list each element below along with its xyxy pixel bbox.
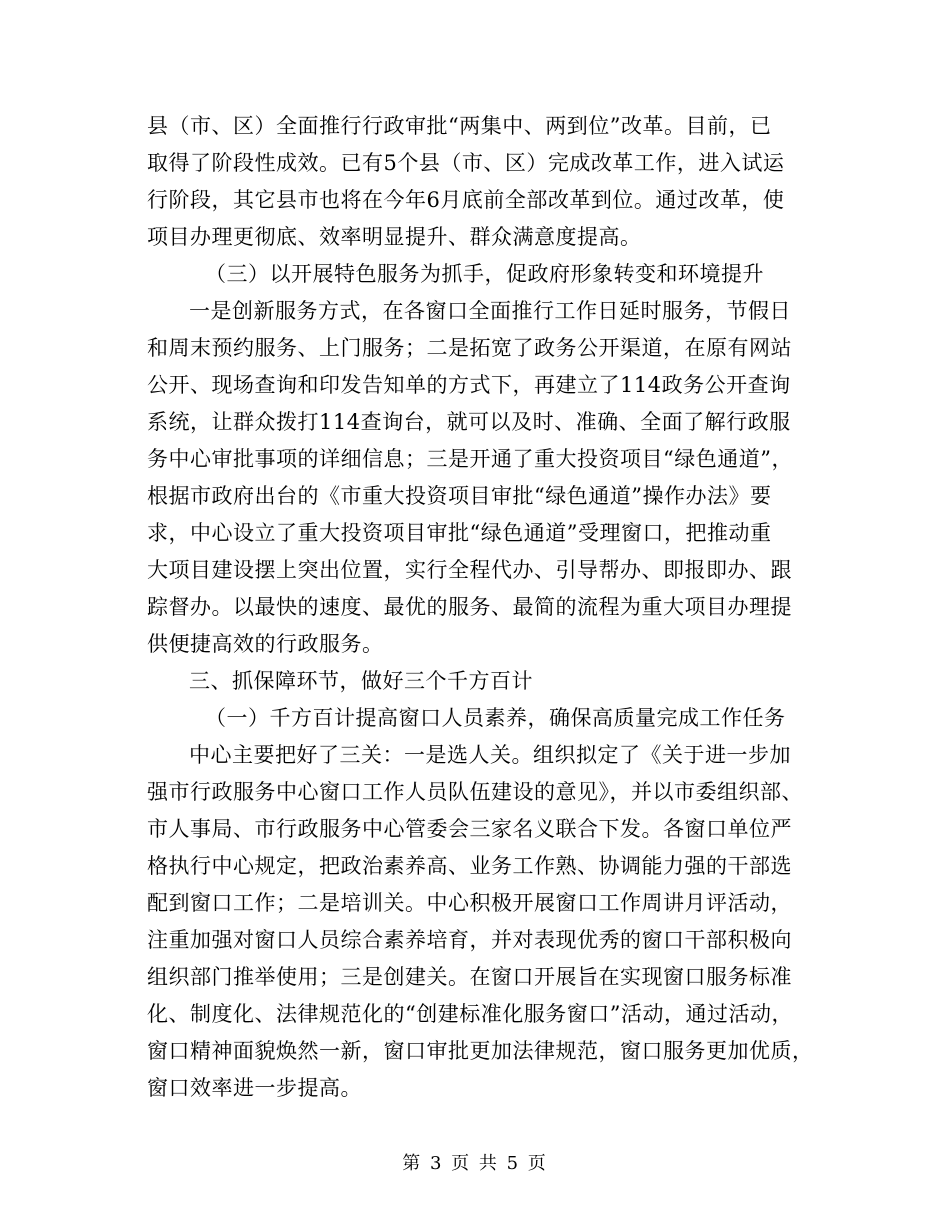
paragraph-line: 化、制度化、法律规范化的“创建标准化服务窗口”活动，通过活动， xyxy=(147,1002,793,1026)
paragraph-line: 大项目建设摆上突出位置，实行全程代办、引导帮办、即报即办、跟 xyxy=(147,558,792,582)
section-heading-3: （三）以开展特色服务为抓手，促政府形象转变和环境提升 xyxy=(205,262,764,286)
paragraph-line: 组织部门推举使用；三是创建关。在窗口开展旨在实现窗口服务标准 xyxy=(147,965,792,989)
paragraph-line: 中心主要把好了三关：一是选人关。组织拟定了《关于进一步加 xyxy=(189,743,791,767)
paragraph-line: 窗口效率进一步提高。 xyxy=(147,1076,362,1100)
paragraph-line: 公开、现场查询和印发告知单的方式下，再建立了114政务公开查询 xyxy=(147,373,791,397)
paragraph-line: 注重加强对窗口人员综合素养培育，并对表现优秀的窗口干部积极向 xyxy=(147,928,792,952)
paragraph-line: 格执行中心规定，把政治素养高、业务工作熟、协调能力强的干部选 xyxy=(147,854,792,878)
paragraph-line: 求，中心设立了重大投资项目审批“绿色通道”受理窗口，把推动重 xyxy=(147,521,772,545)
paragraph-line: 取得了阶段性成效。已有5个县（市、区）完成改革工作，进入试运 xyxy=(147,151,785,175)
paragraph-line: 踪督办。以最快的速度、最优的服务、最简的流程为重大项目办理提 xyxy=(147,595,792,619)
paragraph-line: 配到窗口工作；二是培训关。中心积极开展窗口工作周讲月评活动， xyxy=(147,891,792,915)
paragraph-line: 县（市、区）全面推行行政审批“两集中、两到位”改革。目前，已 xyxy=(147,114,772,138)
paragraph-line: 一是创新服务方式，在各窗口全面推行工作日延时服务，节假日 xyxy=(189,299,791,323)
paragraph-line: 行阶段，其它县市也将在今年6月底前全部改革到位。通过改革，使 xyxy=(147,188,785,212)
section-heading-main: 三、抓保障环节，做好三个千方百计 xyxy=(189,669,533,693)
paragraph-line: 市人事局、市行政服务中心管委会三家名义联合下发。各窗口单位严 xyxy=(147,817,792,841)
paragraph-line: 和周末预约服务、上门服务；二是拓宽了政务公开渠道，在原有网站 xyxy=(147,336,792,360)
paragraph-line: 系统，让群众拨打114查询台，就可以及时、准确、全面了解行政服 xyxy=(147,410,791,434)
paragraph-line: 窗口精神面貌焕然一新，窗口审批更加法律规范，窗口服务更加优质， xyxy=(147,1039,814,1063)
paragraph-line: 强市行政服务中心窗口工作人员队伍建设的意见》，并以市委组织部、 xyxy=(147,780,803,804)
paragraph-line: 供便捷高效的行政服务。 xyxy=(147,632,384,656)
section-heading-1: （一）千方百计提高窗口人员素养，确保高质量完成工作任务 xyxy=(205,706,786,730)
paragraph-line: 务中心审批事项的详细信息；三是开通了重大投资项目“绿色通道”， xyxy=(147,447,793,471)
paragraph-line: 项目办理更彻底、效率明显提升、群众满意度提高。 xyxy=(147,225,642,249)
paragraph-line: 根据市政府出台的《市重大投资项目审批“绿色通道”操作办法》要 xyxy=(147,484,772,508)
page-number: 第 3 页 共 5 页 xyxy=(402,1153,548,1174)
